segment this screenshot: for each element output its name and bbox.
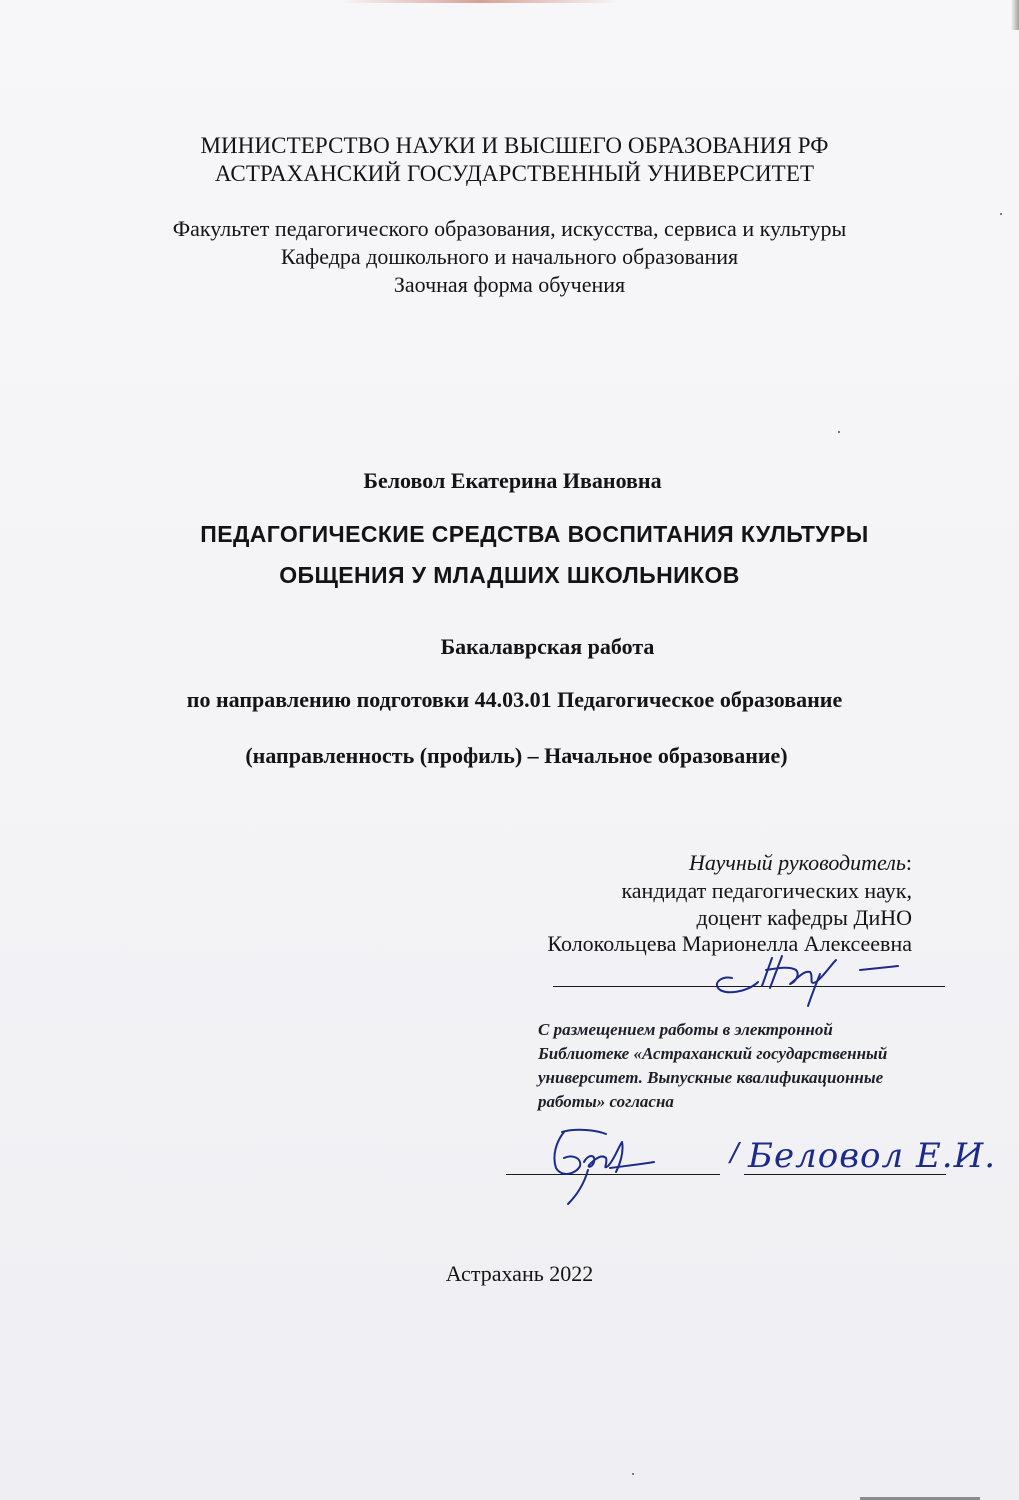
supervisor-signature [700, 948, 920, 1010]
author-name: Беловол Екатерина Ивановна [363, 468, 662, 493]
thesis-title-line-1: ПЕДАГОГИЧЕСКИЕ СРЕДСТВА ВОСПИТАНИЯ КУЛЬТУРЫ [200, 521, 869, 547]
supervisor-name: Колокольцева Марионелла Алексеевна [547, 931, 912, 956]
paper-speck [838, 431, 840, 433]
consent-line: работы» согласна [538, 1092, 674, 1111]
signature-separator: / [730, 1138, 739, 1168]
consent-line: С размещением работы в электронной [538, 1020, 833, 1039]
faculty-name: Факультет педагогического образования, искусства, сервиса и культуры [172, 216, 847, 241]
work-type: Бакалаврская работа [440, 634, 655, 659]
city-year: Астрахань 2022 [445, 1261, 594, 1286]
department-name: Кафедра дошкольного и начального образования [280, 244, 739, 269]
paper-corner-shadow [1011, 0, 1019, 30]
consent-line: Библиотеке «Астраханский государственный [538, 1044, 888, 1063]
library-consent-statement [538, 1018, 968, 1114]
supervisor-position: доцент кафедры ДиНО [696, 905, 912, 930]
supervisor-role: Научный руководитель: [688, 850, 912, 875]
paper-speck [632, 1473, 634, 1475]
paper-edge-mark [340, 0, 620, 3]
study-direction: по направлению подготовки 44.03.01 Педагогическое образование [186, 687, 843, 712]
study-profile: (направленность (профиль) – Начальное образование) [245, 743, 788, 768]
supervisor-degree: кандидат педагогических наук, [621, 878, 912, 903]
university-name: АСТРАХАНСКИЙ ГОСУДАРСТВЕННЫЙ УНИВЕРСИТЕТ [214, 161, 815, 186]
study-form: Заочная форма обучения [393, 272, 626, 297]
ministry-name: МИНИСТЕРСТВО НАУКИ И ВЫСШЕГО ОБРАЗОВАНИЯ РФ [200, 133, 829, 158]
thesis-title-line-2: ОБЩЕНИЯ У МЛАДШИХ ШКОЛЬНИКОВ [279, 562, 740, 588]
paper-speck [1000, 213, 1002, 215]
consent-line: университет. Выпускные квалификационные [538, 1068, 884, 1087]
student-signature [536, 1124, 716, 1208]
student-handwritten-name: Беловол Е.И. [748, 1136, 997, 1176]
